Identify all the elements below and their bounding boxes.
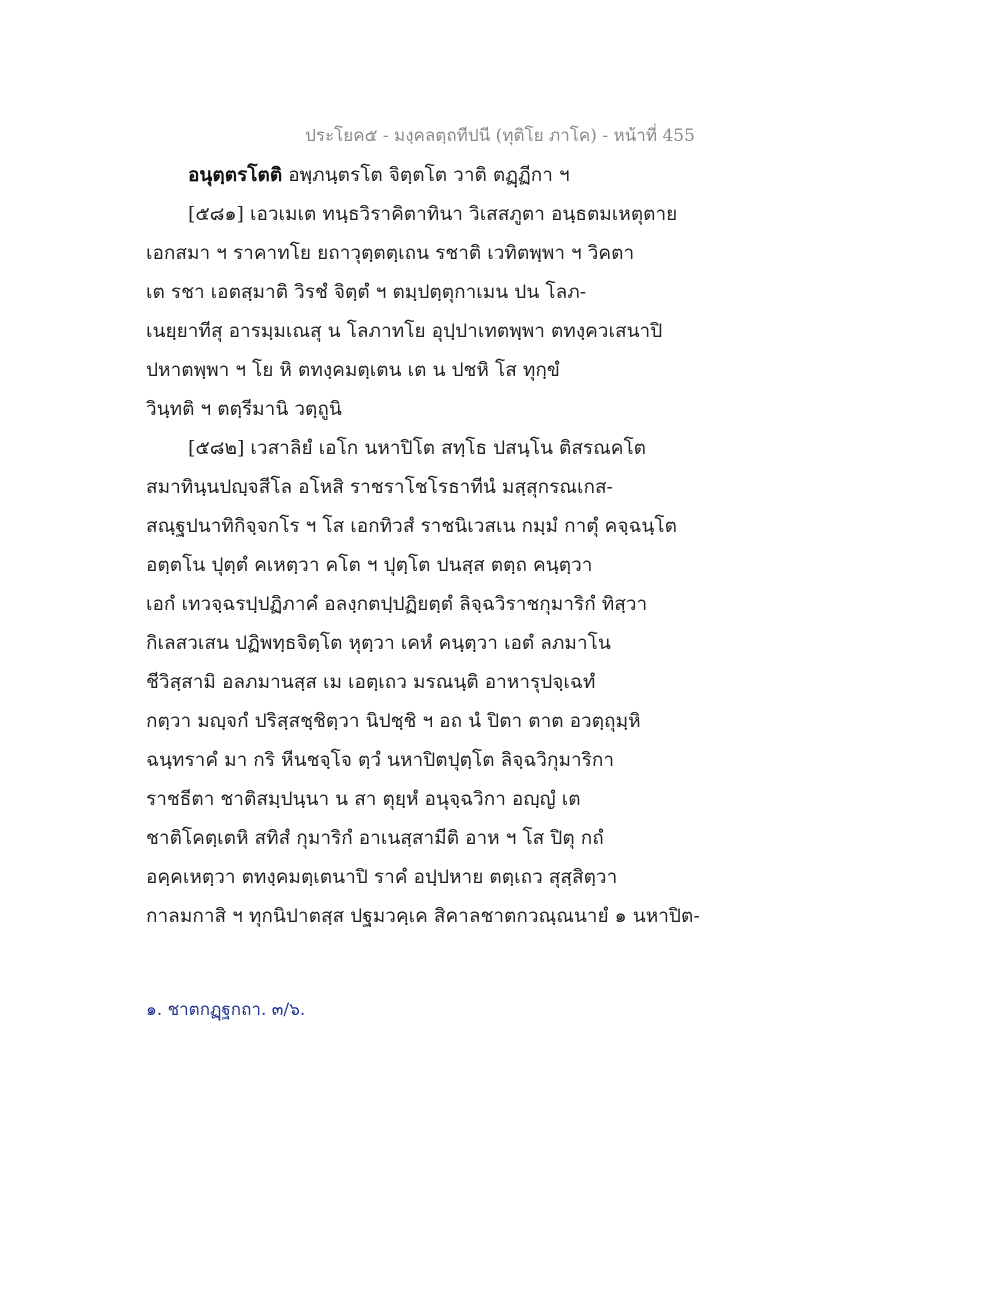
text-line: สมาทินฺนปญฺจสีโล อโหสิ ราชราโชโรธาทีนํ มสฺสุกรณเกส- bbox=[146, 476, 613, 498]
text-line: อคฺคเหตฺวา ตทงฺคมตฺเตนาปิ ราคํ อปฺปหาย ตตฺเถว สุสฺสิตฺวา bbox=[146, 866, 618, 888]
text-line: ปหาตพฺพา ฯ โย หิ ตทงฺคมตฺเตน เต น ปชหิ โส ทุกฺขํ bbox=[146, 359, 560, 381]
text-line: อตฺตโน ปุตฺตํ คเหตฺวา คโต ฯ ปุตฺโต ปนสฺส ตตฺถ คนฺตฺวา bbox=[146, 554, 593, 576]
footnote: ๑. ชาตกฏฺฐกถา. ๓/๖. bbox=[146, 1000, 306, 1020]
page-header: ประโยค๕ - มงฺคลตฺถทีปนี (ทุติโย ภาโค) - หน้าที่ 455 bbox=[305, 126, 695, 146]
body-text bbox=[146, 160, 700, 940]
headword: อนุตฺตรโตติ bbox=[188, 164, 283, 186]
text-line: เต รชา เอตสฺมาติ วิรชํ จิตฺตํ ฯ ตมฺปตฺตุกาเมน ปน โลภ- bbox=[146, 281, 587, 303]
text-line: วินฺทติ ฯ ตตฺรีมานิ วตฺถูนิ bbox=[146, 398, 342, 420]
text-line: ชีวิสฺสามิ อลภมานสฺส เม เอตฺเถว มรณนฺติ อาหารุปจฺเฉทํ bbox=[146, 671, 596, 693]
text-line: [๕๘๒] เวสาลิยํ เอโก นหาปิโต สทฺโธ ปสนฺโน ติสรณคโต bbox=[188, 437, 647, 459]
text-line: กตฺวา มญฺจกํ ปริสฺสชฺชิตฺวา นิปชฺชิ ฯ อถ นํ ปิตา ตาต อวตฺถุมฺหิ bbox=[146, 710, 641, 732]
text-line: กาลมกาสิ ฯ ทุกนิปาตสฺส ปฐมวคฺเค สิคาลชาตกวณฺณนายํ ๑ นหาปิต- bbox=[146, 905, 700, 927]
text-line: [๕๘๑] เอวเมเต ทนฺธวิราคิตาทินา วิเสสภูตา อนฺธตมเหตุตาย bbox=[188, 203, 678, 225]
text-line: ชาติโคตฺเตหิ สทิสํ กุมาริกํ อาเนสฺสามีติ อาห ฯ โส ปิตุ กถํ bbox=[146, 827, 604, 849]
text-line: กิเลสวเสน ปฏิพทฺธจิตฺโต หุตฺวา เคหํ คนฺตฺวา เอตํ ลภมาโน bbox=[146, 632, 611, 654]
text-line: ฉนฺทราคํ มา กริ หีนชจฺโจ ตฺวํ นหาปิตปุตฺโต ลิจฺฉวิกุมาริกา bbox=[146, 749, 615, 771]
headword-gloss: อพฺภนฺตรโต จิตฺตโต วาติ ตฏฺฏีกา ฯ bbox=[282, 164, 570, 186]
text-line: เนยฺยาทีสุ อารมฺมเณสุ น โลภาทโย อุปฺปาเทตพฺพา ตทงฺควเสนาปิ bbox=[146, 320, 663, 342]
text-line: เอกํ เทวจฺฉรปฺปฏิภาคํ อลงฺกตปฺปฏิยตฺตํ ลิจฺฉวิราชกุมาริกํ ทิสฺวา bbox=[146, 593, 648, 615]
text-line bbox=[146, 160, 686, 199]
text-line: สณฺฐปนาทิกิจฺจกโร ฯ โส เอกทิวสํ ราชนิเวสเน กมฺมํ กาตุํ คจฺฉนฺโต bbox=[146, 515, 677, 537]
text-line: ราชธีตา ชาติสมฺปนฺนา น สา ตุยฺหํ อนุจฺฉวิกา อญฺญํ เต bbox=[146, 788, 581, 810]
text-line: เอกสมา ฯ ราคาทโย ยถาวุตฺตตฺเถน รชาติ เวทิตพฺพา ฯ วิคตา bbox=[146, 242, 635, 264]
